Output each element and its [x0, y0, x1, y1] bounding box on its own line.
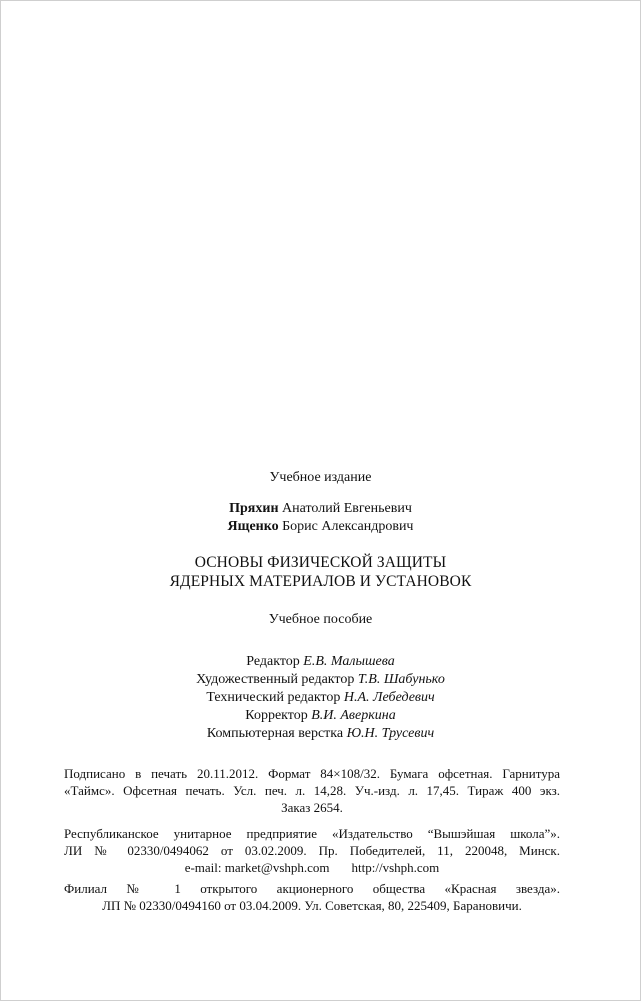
credit-editor	[0, 653, 641, 671]
credit-layout-role: Компьютерная верстка	[206, 726, 344, 741]
credit-proofreader-role: Корректор	[245, 708, 308, 723]
printer-block	[64, 880, 560, 914]
author-1-surname: Пряхин	[229, 501, 279, 516]
author-line-1	[0, 500, 641, 518]
publisher-email: e-mail: market@vshph.com	[184, 860, 330, 875]
publisher-block	[64, 825, 560, 876]
edition-type: Учебное издание	[269, 470, 372, 485]
credit-layout-person: Ю.Н. Трусевич	[346, 726, 435, 741]
book-type: Учебное пособие	[268, 612, 373, 627]
book-title-line-1: ОСНОВЫ ФИЗИЧЕСКОЙ ЗАЩИТЫ	[194, 554, 447, 571]
credit-editor-person: Е.В. Малышева	[303, 654, 395, 669]
publisher-line-1: Республиканское унитарное предприятие «Издательство “Вышэйшая школа”».	[64, 826, 560, 841]
credit-art-editor	[0, 671, 641, 689]
print-info-line-2: «Таймс». Офсетная печать. Усл. печ. л. 14,28. Уч.-изд. л. 17,45. Тираж 400 экз.	[64, 783, 560, 798]
credit-layout	[0, 725, 641, 743]
credit-art-editor-person: Т.В. Шабунько	[357, 672, 445, 687]
publisher-contacts	[64, 859, 560, 876]
publisher-line-2: ЛИ № 02330/0494062 от 03.02.2009. Пр. Победителей, 11, 220048, Минск.	[64, 843, 560, 858]
author-2-surname: Ященко	[227, 519, 279, 534]
credit-tech-editor-role: Технический редактор	[206, 690, 341, 705]
credit-tech-editor	[0, 689, 641, 707]
credit-art-editor-role: Художественный редактор	[196, 672, 355, 687]
print-info-line-1: Подписано в печать 20.11.2012. Формат 84×108/32. Бумага офсетная. Гарнитура	[64, 766, 560, 781]
print-info-line-3: Заказ 2654.	[281, 800, 343, 815]
credit-proofreader	[0, 707, 641, 725]
author-line-2	[0, 518, 641, 536]
credit-proofreader-person: В.И. Аверкина	[311, 708, 396, 723]
author-1-names: Анатолий Евгеньевич	[282, 501, 412, 516]
book-title-line-2: ЯДЕРНЫХ МАТЕРИАЛОВ И УСТАНОВОК	[169, 573, 472, 590]
credit-tech-editor-person: Н.А. Лебедевич	[343, 690, 435, 705]
credit-editor-role: Редактор	[246, 654, 300, 669]
author-2-names: Борис Александрович	[282, 519, 414, 534]
print-info-block	[64, 765, 560, 816]
publisher-website: http://vshph.com	[351, 860, 440, 875]
printer-line-1: Филиал № 1 открытого акционерного общества «Красная звезда».	[64, 881, 560, 896]
printer-line-2: ЛП № 02330/0494160 от 03.04.2009. Ул. Советская, 80, 225409, Барановичи.	[102, 898, 522, 913]
